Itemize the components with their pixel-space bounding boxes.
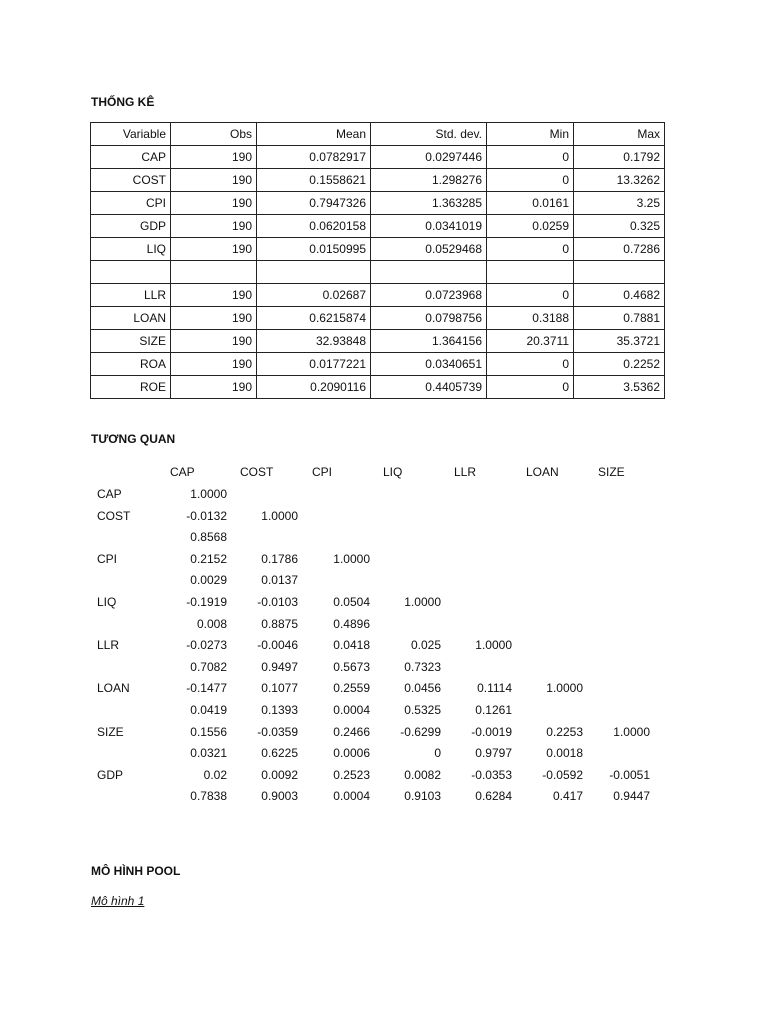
stats-header-row (91, 123, 665, 146)
stats-cell: 0.0297446 (371, 146, 487, 169)
stats-cell: 3.5362 (574, 376, 665, 399)
corr-row (90, 700, 670, 720)
corr-cell: 0.2559 (333, 681, 370, 696)
section-title-mo-hinh-pool: MÔ HÌNH POOL (91, 864, 181, 878)
corr-cell: -0.1477 (186, 681, 227, 696)
stats-cell: 0.02687 (257, 284, 371, 307)
stats-header-cell: Obs (171, 123, 257, 146)
stats-cell: 1.298276 (371, 169, 487, 192)
corr-cell: 1.0000 (261, 508, 298, 523)
corr-cell: 0.0418 (333, 638, 370, 653)
corr-cell: 0.2253 (546, 724, 583, 739)
corr-row-label: CPI (97, 551, 118, 566)
stats-cell: 0.325 (574, 215, 665, 238)
corr-row-label: LOAN (97, 681, 130, 696)
corr-cell: 0.0504 (333, 595, 370, 609)
stats-cell (257, 261, 371, 284)
corr-header-cell: CAP (170, 465, 195, 479)
stats-cell: 0.1558621 (257, 169, 371, 192)
stats-cell: 0.0340651 (371, 353, 487, 376)
section-title-tuong-quan: TƯƠNG QUAN (91, 432, 176, 446)
stats-cell: 1.363285 (371, 192, 487, 215)
corr-cell: 0.9497 (261, 659, 298, 674)
stats-row (91, 330, 665, 353)
corr-row (90, 722, 670, 742)
corr-cell: 0.0004 (333, 789, 370, 804)
stats-row (91, 238, 665, 261)
stats-header-cell: Mean (257, 123, 371, 146)
corr-row (90, 614, 670, 634)
corr-cell: 1.0000 (613, 724, 650, 739)
corr-row-label: COST (97, 508, 131, 523)
stats-cell: 3.25 (574, 192, 665, 215)
corr-cell: 0.0004 (333, 703, 370, 717)
stats-cell: 13.3262 (574, 169, 665, 192)
corr-row (90, 527, 670, 547)
corr-cell: 0.2523 (333, 767, 370, 782)
stats-cell: COST (91, 169, 171, 192)
stats-cell: 190 (171, 353, 257, 376)
stats-row (91, 353, 665, 376)
stats-header-cell: Max (574, 123, 665, 146)
corr-cell: 0.025 (410, 638, 441, 653)
stats-cell: 0.0259 (487, 215, 574, 238)
corr-cell: 0.008 (196, 616, 227, 631)
stats-cell: 0.4682 (574, 284, 665, 307)
stats-row (91, 307, 665, 330)
corr-row (90, 635, 670, 655)
section-title-thong-ke: THỐNG KÊ (91, 95, 155, 109)
stats-cell: 0.0723968 (371, 284, 487, 307)
stats-row (91, 169, 665, 192)
stats-cell: 0.0341019 (371, 215, 487, 238)
subsection-title-mo-hinh-1: Mô hình 1 (91, 894, 145, 908)
stats-cell: 0.0177221 (257, 353, 371, 376)
corr-cell: 0.7323 (404, 659, 441, 674)
corr-cell: 1.0000 (333, 551, 370, 566)
corr-cell: -0.6299 (400, 724, 441, 739)
corr-header-cell: LOAN (526, 465, 559, 479)
stats-cell: 0.2090116 (257, 376, 371, 399)
stats-cell: 0.0782917 (257, 146, 371, 169)
corr-cell: 0.2466 (333, 724, 370, 739)
correlation-matrix (90, 462, 670, 812)
corr-cell: 1.0000 (404, 595, 441, 609)
corr-cell: 0.6284 (475, 789, 512, 804)
corr-cell: 0.8875 (261, 616, 298, 631)
corr-row (90, 570, 670, 590)
corr-cell: 0.0321 (190, 746, 227, 761)
stats-cell: 0.3188 (487, 307, 574, 330)
corr-cell: -0.0592 (542, 767, 583, 782)
stats-cell: 0.7286 (574, 238, 665, 261)
stats-cell: 0.2252 (574, 353, 665, 376)
stats-cell (574, 261, 665, 284)
stats-cell: GDP (91, 215, 171, 238)
corr-cell: 1.0000 (190, 487, 227, 501)
corr-cell: 0.0137 (261, 573, 298, 588)
stats-row (91, 261, 665, 284)
stats-cell: 0 (487, 353, 574, 376)
corr-cell: -0.0019 (471, 724, 512, 739)
stats-cell (171, 261, 257, 284)
stats-cell (371, 261, 487, 284)
stats-cell: 20.3711 (487, 330, 574, 353)
corr-cell: 0.9103 (404, 789, 441, 804)
stats-cell: ROE (91, 376, 171, 399)
corr-cell: 0.0006 (333, 746, 370, 761)
stats-cell: 190 (171, 284, 257, 307)
stats-cell: 1.364156 (371, 330, 487, 353)
corr-row (90, 506, 670, 526)
descriptive-stats-table (90, 122, 665, 399)
stats-cell: 190 (171, 192, 257, 215)
stats-cell: 190 (171, 376, 257, 399)
corr-header-cell: COST (240, 465, 274, 479)
corr-row-label: LLR (97, 638, 120, 653)
stats-cell: 0.0161 (487, 192, 574, 215)
corr-cell: -0.1919 (186, 595, 227, 609)
stats-cell: LOAN (91, 307, 171, 330)
corr-cell: 0.0092 (261, 767, 298, 782)
corr-row-label: CAP (97, 487, 122, 501)
corr-row (90, 549, 670, 569)
corr-cell: -0.0359 (257, 724, 298, 739)
corr-cell: -0.0132 (186, 508, 227, 523)
stats-cell: 32.93848 (257, 330, 371, 353)
stats-cell: 190 (171, 215, 257, 238)
stats-header-cell: Min (487, 123, 574, 146)
corr-cell: 1.0000 (546, 681, 583, 696)
stats-cell: LIQ (91, 238, 171, 261)
stats-cell: CAP (91, 146, 171, 169)
stats-header-cell: Variable (91, 123, 171, 146)
stats-cell: 0 (487, 169, 574, 192)
corr-cell: 0.9797 (475, 746, 512, 761)
stats-cell: 0 (487, 238, 574, 261)
corr-cell: 0 (434, 746, 441, 761)
stats-cell: 190 (171, 146, 257, 169)
corr-cell: 0.9447 (613, 789, 650, 804)
corr-header-cell: SIZE (598, 465, 625, 479)
corr-cell: 0.417 (552, 789, 583, 804)
corr-row-label: SIZE (97, 724, 124, 739)
corr-cell: 0.2152 (190, 551, 227, 566)
corr-cell: 0.4896 (333, 616, 370, 631)
corr-row (90, 678, 670, 698)
stats-cell: 0.4405739 (371, 376, 487, 399)
corr-header-row (90, 462, 670, 482)
stats-cell: 0.7947326 (257, 192, 371, 215)
stats-cell: 0 (487, 146, 574, 169)
stats-cell: SIZE (91, 330, 171, 353)
stats-row (91, 215, 665, 238)
stats-cell: 35.3721 (574, 330, 665, 353)
corr-cell: -0.0103 (257, 595, 298, 609)
corr-row (90, 484, 670, 504)
stats-cell: 0.1792 (574, 146, 665, 169)
stats-cell: 0.0529468 (371, 238, 487, 261)
corr-cell: 0.1786 (261, 551, 298, 566)
stats-row (91, 192, 665, 215)
stats-row (91, 284, 665, 307)
corr-cell: 0.1114 (477, 681, 512, 696)
corr-cell: 0.5673 (333, 659, 370, 674)
corr-cell: 0.7082 (190, 659, 227, 674)
corr-cell: -0.0046 (257, 638, 298, 653)
corr-cell: 0.02 (203, 767, 227, 782)
corr-cell: -0.0353 (471, 767, 512, 782)
stats-cell: 0.0150995 (257, 238, 371, 261)
stats-cell: ROA (91, 353, 171, 376)
corr-cell: 0.0456 (404, 681, 441, 696)
stats-cell: 0.6215874 (257, 307, 371, 330)
stats-cell: 0.0620158 (257, 215, 371, 238)
corr-row (90, 786, 670, 806)
corr-row (90, 592, 670, 612)
corr-cell: 0.0018 (546, 746, 583, 761)
stats-cell: 0.0798756 (371, 307, 487, 330)
corr-cell: 0.0029 (190, 573, 227, 588)
corr-cell: 0.1556 (190, 724, 227, 739)
corr-cell: 0.1393 (261, 703, 298, 717)
corr-row-label: GDP (97, 767, 124, 782)
corr-cell: 0.1077 (261, 681, 298, 696)
stats-cell (487, 261, 574, 284)
corr-cell: 0.0419 (190, 703, 227, 717)
corr-row (90, 743, 670, 763)
stats-row (91, 376, 665, 399)
corr-row (90, 765, 670, 785)
stats-cell: LLR (91, 284, 171, 307)
stats-cell: 190 (171, 307, 257, 330)
stats-row (91, 146, 665, 169)
corr-header-cell: LLR (454, 465, 477, 479)
corr-cell: 0.5325 (404, 703, 441, 717)
stats-cell: 0.7881 (574, 307, 665, 330)
corr-cell: 1.0000 (475, 638, 512, 653)
stats-cell: 190 (171, 330, 257, 353)
corr-cell: 0.9003 (261, 789, 298, 804)
corr-cell: 0.1261 (475, 703, 512, 717)
stats-header-cell: Std. dev. (371, 123, 487, 146)
corr-row-label: LIQ (97, 595, 117, 609)
corr-header-cell: CPI (312, 465, 333, 479)
corr-cell: 0.8568 (190, 530, 227, 545)
corr-cell: 0.6225 (261, 746, 298, 761)
corr-cell: 0.7838 (190, 789, 227, 804)
corr-header-cell: LIQ (383, 465, 403, 479)
corr-cell: 0.0082 (404, 767, 441, 782)
stats-cell: 0 (487, 284, 574, 307)
stats-cell: 0 (487, 376, 574, 399)
corr-cell: -0.0273 (186, 638, 227, 653)
stats-cell: 190 (171, 238, 257, 261)
corr-row (90, 657, 670, 677)
corr-cell: -0.0051 (609, 767, 650, 782)
stats-cell: 190 (171, 169, 257, 192)
stats-cell: CPI (91, 192, 171, 215)
stats-cell (91, 261, 171, 284)
